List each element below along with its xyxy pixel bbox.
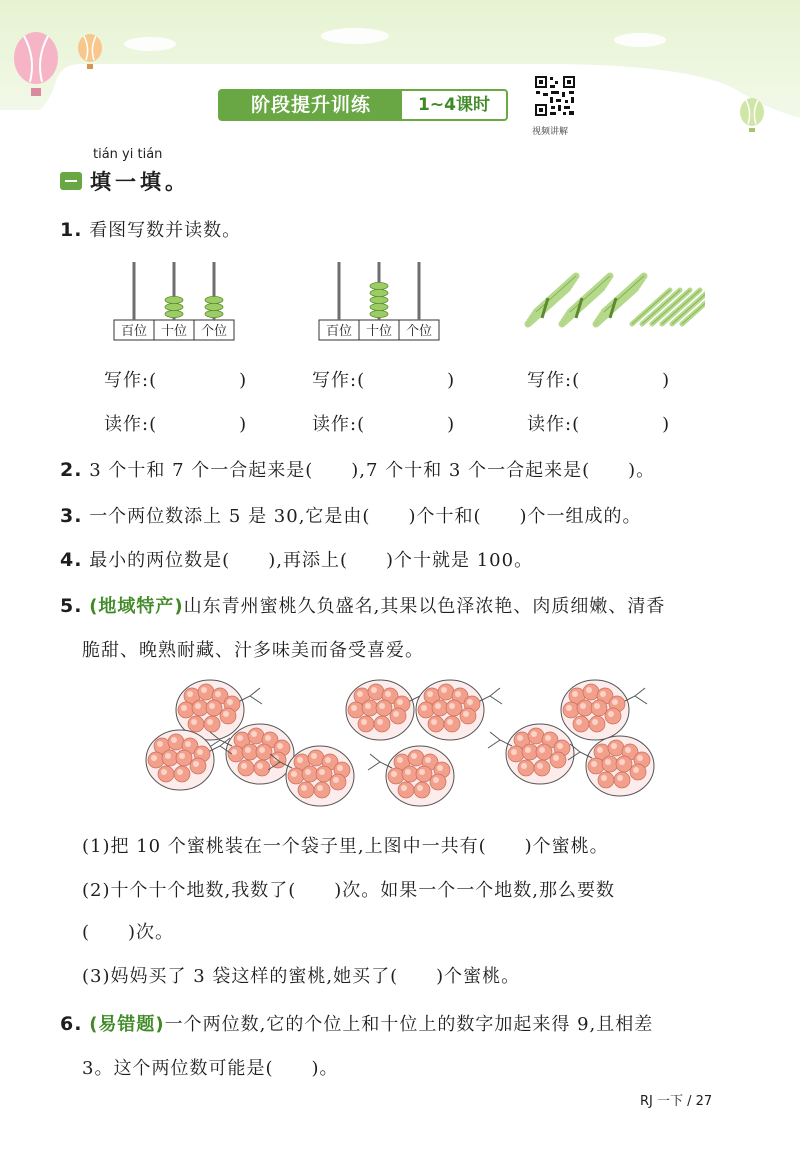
- section-title: 填一填。: [90, 169, 190, 194]
- question-6: 6. (易错题)一个两位数,它的个位上和十位上的数字加起来得 9,且相差: [60, 1013, 654, 1035]
- abacus-bead: [370, 296, 388, 303]
- write-answer-3[interactable]: 写作:( ): [527, 370, 671, 391]
- question-5-part-2: (2)十个十个地数,我数了( )次。如果一个一个地数,那么要数: [82, 880, 615, 901]
- qr-caption: 视频讲解: [532, 127, 569, 137]
- abacus-bead: [370, 289, 388, 296]
- question-text: 看图写数并读数。: [89, 220, 242, 241]
- question-tag: (易错题): [89, 1014, 165, 1035]
- qr-code-icon[interactable]: [534, 75, 576, 117]
- question-3: 3. 一个两位数添上 5 是 30,它是由( )个十和( )个一组成的。: [60, 505, 642, 527]
- page-number: RJ 一下 / 27: [640, 1094, 713, 1109]
- read-answer-3[interactable]: 读作:( ): [527, 414, 671, 435]
- question-5-part-1: (1)把 10 个蜜桃装在一个袋子里,上图中一共有( )个蜜桃。: [82, 836, 609, 857]
- abacus-bead: [165, 310, 183, 317]
- question-6-line-2: 3。这个两位数可能是( )。: [82, 1058, 339, 1079]
- abacus-place-label: 十位: [365, 324, 393, 339]
- abacus-bead: [370, 303, 388, 310]
- peach-bag: [488, 724, 574, 784]
- counting-sticks-figure: [520, 272, 705, 336]
- abacus-place-label: 百位: [120, 324, 148, 339]
- abacus-place-label: 百位: [325, 324, 353, 339]
- peach-bag: [368, 746, 454, 806]
- abacus-bead: [205, 303, 223, 310]
- question-1: [60, 216, 241, 242]
- abacus-bead: [205, 296, 223, 303]
- question-tag: (地域特产): [89, 596, 184, 617]
- balloon-icon: [740, 98, 764, 132]
- abacus-place-label: 个位: [200, 324, 228, 339]
- page-title: 阶段提升训练: [220, 91, 402, 119]
- abacus-figure: [315, 258, 445, 344]
- question-5-line-2: 脆甜、晚熟耐藏、汁多味美而备受喜爱。: [82, 640, 424, 661]
- abacus-place-label: 个位: [405, 324, 433, 339]
- abacus-figure: [110, 258, 240, 344]
- section-pinyin: tián yi tián: [93, 147, 163, 162]
- question-text: 山东青州蜜桃久负盛名,其果以色泽浓艳、肉质细嫩、清香: [183, 596, 666, 617]
- abacus-bead: [370, 310, 388, 317]
- abacus-rod: [133, 262, 136, 320]
- write-answer-2[interactable]: 写作:( ): [312, 370, 456, 391]
- question-number: 1.: [60, 219, 83, 241]
- question-5-part-3: (3)妈妈买了 3 袋这样的蜜桃,她买了( )个蜜桃。: [82, 966, 521, 987]
- abacus-rod: [418, 262, 421, 320]
- question-text: 一个两位数,它的个位上和十位上的数字加起来得 9,且相差: [164, 1014, 654, 1035]
- abacus-bead: [165, 296, 183, 303]
- peach-bag: [416, 680, 502, 740]
- peach-bags-figure: [140, 676, 660, 812]
- lesson-range: 1~4课时: [418, 95, 490, 115]
- question-text: 3 个十和 7 个一合起来是( ),7 个十和 3 个一合起来是( )。: [89, 460, 656, 481]
- question-4: 4. 最小的两位数是( ),再添上( )个十就是 100。: [60, 549, 534, 571]
- abacus-place-label: 十位: [160, 324, 188, 339]
- lesson-title-badge: [218, 89, 508, 121]
- abacus-rod: [338, 262, 341, 320]
- peach-bag: [568, 736, 654, 796]
- question-5: 5. (地域特产)山东青州蜜桃久负盛名,其果以色泽浓艳、肉质细嫩、清香: [60, 595, 666, 617]
- question-text: 最小的两位数是( ),再添上( )个十就是 100。: [89, 550, 534, 571]
- read-answer-2[interactable]: 读作:( ): [312, 414, 456, 435]
- write-answer-1[interactable]: 写作:( ): [104, 370, 248, 391]
- question-5-part-2-cont: ( )次。: [82, 922, 175, 943]
- abacus-bead: [370, 282, 388, 289]
- abacus-bead: [205, 310, 223, 317]
- question-2: 2. 3 个十和 7 个一合起来是( ),7 个十和 3 个一合起来是( )。: [60, 459, 656, 481]
- question-text: 一个两位数添上 5 是 30,它是由( )个十和( )个一组成的。: [89, 506, 642, 527]
- section-number-mark: [60, 172, 82, 190]
- peach-bag: [561, 680, 647, 740]
- read-answer-1[interactable]: 读作:( ): [104, 414, 248, 435]
- abacus-bead: [165, 303, 183, 310]
